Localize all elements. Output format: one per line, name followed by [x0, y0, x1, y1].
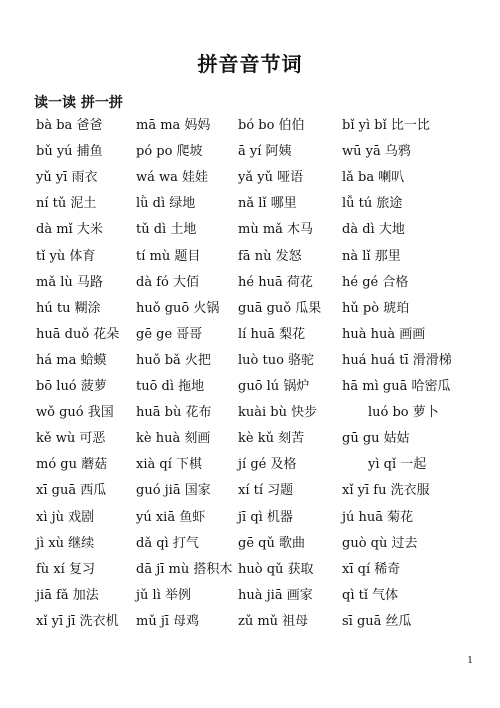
pinyin-word: jiā fǎ 加法 [36, 587, 99, 603]
pinyin-word: lǜ dì 绿地 [136, 196, 196, 212]
pinyin-word: tǔ dì 土地 [136, 222, 197, 238]
pinyin-word: hé huā 荷花 [238, 274, 313, 290]
pinyin-word: jì xù 继续 [36, 535, 95, 551]
pinyin-word: dà fó 大佰 [136, 274, 199, 290]
pinyin-word: huā bù 花布 [136, 405, 212, 421]
pinyin-word: hā mì guā 哈密瓜 [342, 379, 451, 394]
pinyin-word: guò qù 过去 [342, 535, 418, 551]
pinyin-word: kè kǔ 刻苦 [238, 431, 305, 447]
pinyin-word: huà jiā 画家 [238, 587, 313, 603]
pinyin-word: bǔ yú 捕鱼 [36, 144, 103, 160]
pinyin-word: lǎ ba 喇叭 [342, 170, 405, 186]
pinyin-word: mù mǎ 木马 [238, 222, 314, 238]
pinyin-word: huá huá tī 滑滑梯 [342, 352, 452, 368]
pinyin-word: ā yí 阿姨 [238, 144, 292, 160]
pinyin-word: kuài bù 快步 [238, 405, 318, 421]
pinyin-word: huǒ bǎ 火把 [136, 352, 211, 368]
pinyin-word: jǔ lì 举例 [136, 587, 191, 603]
pinyin-word: yǔ yī 雨衣 [36, 170, 98, 186]
pinyin-word: gū gu 姑姑 [342, 431, 410, 447]
pinyin-word: luó bo 萝卜 [368, 405, 439, 421]
pinyin-word: yú xiā 鱼虾 [136, 509, 206, 525]
pinyin-word: xǐ yī jī 洗衣机 [36, 613, 119, 629]
pinyin-word: xī guā 西瓜 [36, 483, 107, 499]
pinyin-word: xià qí 下棋 [136, 457, 202, 473]
pinyin-word: hǔ pò 琥珀 [342, 300, 410, 316]
pinyin-word: tuō dì 拖地 [136, 379, 205, 394]
pinyin-word: gē ge 哥哥 [136, 326, 203, 342]
pinyin-word: guā guǒ 瓜果 [238, 300, 322, 316]
pinyin-word: gē qǔ 歌曲 [238, 535, 305, 551]
pinyin-word: hé gé 合格 [342, 274, 409, 290]
pinyin-word: fā nù 发怒 [238, 248, 302, 264]
pinyin-word: dā jī mù 搭积木 [136, 561, 233, 577]
pinyin-word: huā duǒ 花朵 [36, 326, 120, 342]
pinyin-word: tí mù 题目 [136, 248, 201, 264]
pinyin-word: guō lú 锅炉 [238, 379, 310, 394]
pinyin-word: qì tǐ 气体 [342, 587, 399, 603]
pinyin-word: xí tí 习题 [238, 483, 294, 499]
pinyin-word: sī guā 丝瓜 [342, 613, 412, 629]
pinyin-word: mó gu 蘑菇 [36, 457, 108, 473]
pinyin-word: lǚ tú 旅途 [342, 196, 403, 212]
pinyin-word: wá wa 娃娃 [136, 170, 209, 186]
pinyin-word: huà huà 画画 [342, 326, 426, 342]
pinyin-word: dà mǐ 大米 [36, 222, 103, 238]
pinyin-word: mā ma 妈妈 [136, 118, 211, 133]
pinyin-word: bà ba 爸爸 [36, 118, 103, 133]
pinyin-word: dǎ qì 打气 [136, 535, 199, 551]
section-heading: 读一读 拼一拼 [34, 95, 123, 111]
pinyin-word: hú tu 糊涂 [36, 300, 101, 316]
pinyin-word: yì qǐ 一起 [368, 457, 427, 473]
pinyin-word: jú huā 菊花 [342, 509, 414, 525]
page-title: 拼音音节词 [197, 52, 303, 76]
pinyin-word: mǎ lù 马路 [36, 274, 103, 290]
pinyin-word: tǐ yù 体育 [36, 248, 96, 264]
pinyin-word: kě wù 可恶 [36, 431, 106, 447]
pinyin-word: guó jiā 国家 [136, 483, 211, 499]
pinyin-word: pó po 爬坡 [136, 144, 203, 160]
pinyin-word: yǎ yǔ 哑语 [238, 170, 304, 186]
pinyin-word: kè huà 刻画 [136, 431, 211, 447]
pinyin-word: mǔ jī 母鸡 [136, 613, 200, 629]
pinyin-word: bó bo 伯伯 [238, 118, 305, 133]
pinyin-word: bō luó 菠萝 [36, 379, 107, 394]
page-number: 1 [467, 656, 473, 666]
pinyin-word: dà dì 大地 [342, 222, 405, 238]
pinyin-word: jī qì 机器 [238, 509, 293, 525]
pinyin-word: luò tuo 骆驼 [238, 352, 315, 368]
pinyin-word: nǎ lǐ 哪里 [238, 196, 297, 212]
pinyin-word: jí gé 及格 [238, 457, 297, 473]
pinyin-word: nà lǐ 那里 [342, 248, 401, 264]
pinyin-word: huò qǔ 获取 [238, 561, 314, 577]
pinyin-word: huǒ guō 火锅 [136, 300, 220, 316]
pinyin-word: wū yā 乌鸦 [342, 144, 411, 160]
pinyin-word: lí huā 梨花 [238, 326, 306, 342]
pinyin-word: fù xí 复习 [36, 561, 95, 577]
pinyin-word: xì jù 戏剧 [36, 509, 95, 525]
pinyin-word: xǐ yī fu 洗衣服 [342, 483, 430, 499]
pinyin-word: há ma 蛤蟆 [36, 352, 107, 368]
pinyin-word: bǐ yì bǐ 比一比 [342, 118, 430, 133]
pinyin-word: zǔ mǔ 祖母 [238, 613, 309, 629]
pinyin-word: ní tǔ 泥土 [36, 196, 97, 212]
pinyin-word: xī qí 稀奇 [342, 561, 401, 577]
pinyin-word: wǒ guó 我国 [36, 405, 114, 421]
